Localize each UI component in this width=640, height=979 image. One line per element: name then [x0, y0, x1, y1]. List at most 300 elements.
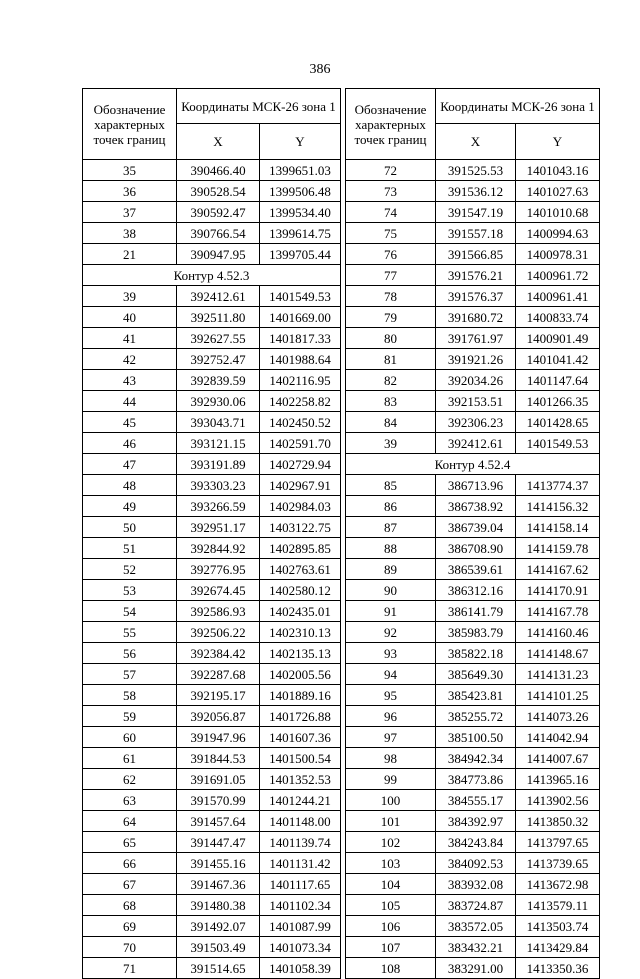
- x-coordinate-cell: 391480.38: [177, 895, 260, 916]
- x-coordinate-cell: 383432.21: [436, 937, 516, 958]
- point-number-cell: 39: [83, 286, 177, 307]
- x-coordinate-cell: 391514.65: [177, 958, 260, 979]
- y-coordinate-cell: 1401010.68: [516, 202, 600, 223]
- point-number-cell: 86: [346, 496, 436, 517]
- x-coordinate-cell: 385649.30: [436, 664, 516, 685]
- table-row: [346, 496, 600, 517]
- point-number-cell: 79: [346, 307, 436, 328]
- y-coordinate-cell: 1401266.35: [516, 391, 600, 412]
- table-body-left: [83, 160, 341, 979]
- y-coordinate-cell: 1413672.98: [516, 874, 600, 895]
- table-row: [83, 748, 341, 769]
- table-row: [346, 727, 600, 748]
- y-coordinate-cell: 1414148.67: [516, 643, 600, 664]
- y-coordinate-cell: 1414159.78: [516, 538, 600, 559]
- table-body-right: [346, 160, 600, 979]
- point-number-cell: 58: [83, 685, 177, 706]
- y-coordinate-cell: 1401139.74: [260, 832, 341, 853]
- table-row: [346, 916, 600, 937]
- table-row: [83, 958, 341, 979]
- point-number-cell: 107: [346, 937, 436, 958]
- x-column-header: X: [436, 124, 516, 160]
- x-coordinate-cell: 393191.89: [177, 454, 260, 475]
- table-row: [83, 349, 341, 370]
- x-coordinate-cell: 391467.36: [177, 874, 260, 895]
- point-designation-header: Обозначение характерных точек границ: [346, 89, 436, 160]
- table-row: [346, 391, 600, 412]
- point-number-cell: 83: [346, 391, 436, 412]
- y-coordinate-cell: 1402580.12: [260, 580, 341, 601]
- point-number-cell: 72: [346, 160, 436, 181]
- table-row: [83, 937, 341, 958]
- x-coordinate-cell: 384555.17: [436, 790, 516, 811]
- point-number-cell: 62: [83, 769, 177, 790]
- x-coordinate-cell: 385255.72: [436, 706, 516, 727]
- table-row: [346, 685, 600, 706]
- table-row: [346, 328, 600, 349]
- table-row: [346, 286, 600, 307]
- x-coordinate-cell: 392752.47: [177, 349, 260, 370]
- point-number-cell: 93: [346, 643, 436, 664]
- x-coordinate-cell: 392844.92: [177, 538, 260, 559]
- table-row: [346, 412, 600, 433]
- point-number-cell: 89: [346, 559, 436, 580]
- y-coordinate-cell: 1402895.85: [260, 538, 341, 559]
- point-number-cell: 44: [83, 391, 177, 412]
- x-coordinate-cell: 384392.97: [436, 811, 516, 832]
- point-number-cell: 95: [346, 685, 436, 706]
- point-number-cell: 43: [83, 370, 177, 391]
- point-number-cell: 51: [83, 538, 177, 559]
- y-coordinate-cell: 1401669.00: [260, 307, 341, 328]
- table-row: [83, 244, 341, 265]
- y-coordinate-cell: 1399705.44: [260, 244, 341, 265]
- y-coordinate-cell: 1401117.65: [260, 874, 341, 895]
- point-number-cell: 80: [346, 328, 436, 349]
- table-row: [83, 370, 341, 391]
- point-number-cell: 70: [83, 937, 177, 958]
- table-row: [83, 454, 341, 475]
- x-coordinate-cell: 391844.53: [177, 748, 260, 769]
- point-number-cell: 82: [346, 370, 436, 391]
- x-coordinate-cell: 393121.15: [177, 433, 260, 454]
- x-coordinate-cell: 392627.55: [177, 328, 260, 349]
- y-coordinate-cell: 1414101.25: [516, 685, 600, 706]
- table-row: [346, 958, 600, 979]
- x-coordinate-cell: 390466.40: [177, 160, 260, 181]
- x-coordinate-cell: 392384.42: [177, 643, 260, 664]
- y-coordinate-cell: 1401102.34: [260, 895, 341, 916]
- point-number-cell: 52: [83, 559, 177, 580]
- y-coordinate-cell: 1401352.53: [260, 769, 341, 790]
- coord-system-header: Координаты МСК-26 зона 1: [177, 89, 341, 124]
- y-coordinate-cell: 1401147.64: [516, 370, 600, 391]
- x-coordinate-cell: 383572.05: [436, 916, 516, 937]
- point-number-cell: 88: [346, 538, 436, 559]
- y-coordinate-cell: 1399534.40: [260, 202, 341, 223]
- point-number-cell: 47: [83, 454, 177, 475]
- y-coordinate-cell: 1413503.74: [516, 916, 600, 937]
- point-number-cell: 85: [346, 475, 436, 496]
- point-number-cell: 56: [83, 643, 177, 664]
- y-coordinate-cell: 1401726.88: [260, 706, 341, 727]
- table-row: [83, 307, 341, 328]
- point-number-cell: 102: [346, 832, 436, 853]
- y-coordinate-cell: 1401043.16: [516, 160, 600, 181]
- point-number-cell: 45: [83, 412, 177, 433]
- coord-system-header: Координаты МСК-26 зона 1: [436, 89, 600, 124]
- y-coordinate-cell: 1401500.54: [260, 748, 341, 769]
- table-row: [83, 412, 341, 433]
- point-number-cell: 103: [346, 853, 436, 874]
- table-row: [83, 916, 341, 937]
- y-coordinate-cell: 1402310.13: [260, 622, 341, 643]
- x-coordinate-cell: 391525.53: [436, 160, 516, 181]
- y-coordinate-cell: 1401244.21: [260, 790, 341, 811]
- table-row: [346, 706, 600, 727]
- point-number-cell: 84: [346, 412, 436, 433]
- table-row: [83, 769, 341, 790]
- y-coordinate-cell: 1413965.16: [516, 769, 600, 790]
- table-row: [83, 727, 341, 748]
- x-coordinate-cell: 384942.34: [436, 748, 516, 769]
- table-row: [83, 202, 341, 223]
- x-coordinate-cell: 391536.12: [436, 181, 516, 202]
- table-row: [83, 496, 341, 517]
- point-number-cell: 60: [83, 727, 177, 748]
- y-coordinate-cell: 1399614.75: [260, 223, 341, 244]
- table-row: [346, 769, 600, 790]
- x-coordinate-cell: 392412.61: [177, 286, 260, 307]
- y-coordinate-cell: 1401889.16: [260, 685, 341, 706]
- x-coordinate-cell: 384243.84: [436, 832, 516, 853]
- x-coordinate-cell: 391447.47: [177, 832, 260, 853]
- point-number-cell: 100: [346, 790, 436, 811]
- y-coordinate-cell: 1400833.74: [516, 307, 600, 328]
- contour-row: [83, 265, 341, 286]
- point-number-cell: 57: [83, 664, 177, 685]
- y-coordinate-cell: 1413774.37: [516, 475, 600, 496]
- x-coordinate-cell: 392034.26: [436, 370, 516, 391]
- table-row: [83, 433, 341, 454]
- table-row: [346, 307, 600, 328]
- y-coordinate-cell: 1400994.63: [516, 223, 600, 244]
- table-row: [346, 559, 600, 580]
- table-row: [83, 286, 341, 307]
- point-number-cell: 77: [346, 265, 436, 286]
- point-number-cell: 54: [83, 601, 177, 622]
- y-coordinate-cell: 1399651.03: [260, 160, 341, 181]
- x-coordinate-cell: 386708.90: [436, 538, 516, 559]
- point-number-cell: 71: [83, 958, 177, 979]
- y-coordinate-cell: 1402763.61: [260, 559, 341, 580]
- table-row: [83, 643, 341, 664]
- table-row: [83, 853, 341, 874]
- table-row: [346, 580, 600, 601]
- x-coordinate-cell: 392506.22: [177, 622, 260, 643]
- x-coordinate-cell: 392287.68: [177, 664, 260, 685]
- x-coordinate-cell: 384773.86: [436, 769, 516, 790]
- table-row: [346, 601, 600, 622]
- y-coordinate-cell: 1402967.91: [260, 475, 341, 496]
- x-coordinate-cell: 391576.21: [436, 265, 516, 286]
- table-row: [346, 244, 600, 265]
- y-coordinate-cell: 1414160.46: [516, 622, 600, 643]
- x-coordinate-cell: 392056.87: [177, 706, 260, 727]
- x-coordinate-cell: 392674.45: [177, 580, 260, 601]
- table-row: [83, 601, 341, 622]
- table-row: [346, 937, 600, 958]
- x-coordinate-cell: 383724.87: [436, 895, 516, 916]
- x-coordinate-cell: 391557.18: [436, 223, 516, 244]
- point-number-cell: 46: [83, 433, 177, 454]
- y-coordinate-cell: 1402135.13: [260, 643, 341, 664]
- point-number-cell: 35: [83, 160, 177, 181]
- y-coordinate-cell: 1414167.62: [516, 559, 600, 580]
- x-coordinate-cell: 391921.26: [436, 349, 516, 370]
- point-number-cell: 40: [83, 307, 177, 328]
- y-coordinate-cell: 1401027.63: [516, 181, 600, 202]
- x-coordinate-cell: 391947.96: [177, 727, 260, 748]
- y-coordinate-cell: 1401148.00: [260, 811, 341, 832]
- table-row: [346, 643, 600, 664]
- x-coordinate-cell: 385983.79: [436, 622, 516, 643]
- coordinates-table-right: [345, 88, 600, 979]
- x-coordinate-cell: 386539.61: [436, 559, 516, 580]
- y-coordinate-cell: 1401131.42: [260, 853, 341, 874]
- point-number-cell: 108: [346, 958, 436, 979]
- y-coordinate-cell: 1400901.49: [516, 328, 600, 349]
- table-row: [346, 202, 600, 223]
- y-coordinate-cell: 1402435.01: [260, 601, 341, 622]
- point-number-cell: 90: [346, 580, 436, 601]
- table-row: [83, 328, 341, 349]
- x-coordinate-cell: 391570.99: [177, 790, 260, 811]
- point-number-cell: 68: [83, 895, 177, 916]
- table-row: [346, 895, 600, 916]
- y-coordinate-cell: 1401817.33: [260, 328, 341, 349]
- x-coordinate-cell: 391566.85: [436, 244, 516, 265]
- table-row: [83, 874, 341, 895]
- table-row: [346, 475, 600, 496]
- y-coordinate-cell: 1400961.41: [516, 286, 600, 307]
- x-coordinate-cell: 392776.95: [177, 559, 260, 580]
- point-number-cell: 69: [83, 916, 177, 937]
- table-row: [83, 475, 341, 496]
- x-coordinate-cell: 385822.18: [436, 643, 516, 664]
- point-designation-header: Обозначение характерных точек границ: [83, 89, 177, 160]
- y-coordinate-cell: 1414131.23: [516, 664, 600, 685]
- point-number-cell: 105: [346, 895, 436, 916]
- point-number-cell: 67: [83, 874, 177, 895]
- table-row: [83, 622, 341, 643]
- point-number-cell: 76: [346, 244, 436, 265]
- table-row: [346, 223, 600, 244]
- y-coordinate-cell: 1401087.99: [260, 916, 341, 937]
- point-number-cell: 49: [83, 496, 177, 517]
- x-column-header: X: [177, 124, 260, 160]
- x-coordinate-cell: 386738.92: [436, 496, 516, 517]
- point-number-cell: 59: [83, 706, 177, 727]
- point-number-cell: 104: [346, 874, 436, 895]
- x-coordinate-cell: 390528.54: [177, 181, 260, 202]
- x-coordinate-cell: 392951.17: [177, 517, 260, 538]
- coordinates-table-left: [82, 88, 341, 979]
- x-coordinate-cell: 391761.97: [436, 328, 516, 349]
- point-number-cell: 74: [346, 202, 436, 223]
- x-coordinate-cell: 392306.23: [436, 412, 516, 433]
- y-coordinate-cell: 1413797.65: [516, 832, 600, 853]
- point-number-cell: 92: [346, 622, 436, 643]
- x-coordinate-cell: 390766.54: [177, 223, 260, 244]
- x-coordinate-cell: 391457.64: [177, 811, 260, 832]
- point-number-cell: 87: [346, 517, 436, 538]
- point-number-cell: 61: [83, 748, 177, 769]
- table-row: [83, 223, 341, 244]
- x-coordinate-cell: 384092.53: [436, 853, 516, 874]
- contour-row: [346, 454, 600, 475]
- point-number-cell: 53: [83, 580, 177, 601]
- y-coordinate-cell: 1401058.39: [260, 958, 341, 979]
- point-number-cell: 106: [346, 916, 436, 937]
- table-row: [83, 790, 341, 811]
- x-coordinate-cell: 391547.19: [436, 202, 516, 223]
- y-coordinate-cell: 1401607.36: [260, 727, 341, 748]
- point-number-cell: 94: [346, 664, 436, 685]
- table-row: [83, 580, 341, 601]
- table-row: [346, 160, 600, 181]
- y-coordinate-cell: 1402729.94: [260, 454, 341, 475]
- table-row: [346, 874, 600, 895]
- table-row: [346, 265, 600, 286]
- table-row: [346, 538, 600, 559]
- table-row: [83, 895, 341, 916]
- point-number-cell: 41: [83, 328, 177, 349]
- point-number-cell: 98: [346, 748, 436, 769]
- table-row: [346, 517, 600, 538]
- point-number-cell: 73: [346, 181, 436, 202]
- y-coordinate-cell: 1414158.14: [516, 517, 600, 538]
- table-row: [83, 664, 341, 685]
- point-number-cell: 65: [83, 832, 177, 853]
- table-row: [346, 349, 600, 370]
- y-coordinate-cell: 1402005.56: [260, 664, 341, 685]
- y-coordinate-cell: 1401041.42: [516, 349, 600, 370]
- y-coordinate-cell: 1401988.64: [260, 349, 341, 370]
- y-coordinate-cell: 1402591.70: [260, 433, 341, 454]
- table-row: [83, 811, 341, 832]
- y-coordinate-cell: 1413902.56: [516, 790, 600, 811]
- y-coordinate-cell: 1399506.48: [260, 181, 341, 202]
- x-coordinate-cell: 392839.59: [177, 370, 260, 391]
- point-number-cell: 75: [346, 223, 436, 244]
- y-coordinate-cell: 1401549.53: [516, 433, 600, 454]
- contour-label: Контур 4.52.3: [83, 265, 341, 286]
- point-number-cell: 101: [346, 811, 436, 832]
- x-coordinate-cell: 392153.51: [436, 391, 516, 412]
- point-number-cell: 96: [346, 706, 436, 727]
- x-coordinate-cell: 386312.16: [436, 580, 516, 601]
- table-row: [83, 160, 341, 181]
- point-number-cell: 63: [83, 790, 177, 811]
- y-coordinate-cell: 1401428.65: [516, 412, 600, 433]
- point-number-cell: 66: [83, 853, 177, 874]
- table-row: [83, 517, 341, 538]
- y-coordinate-cell: 1414167.78: [516, 601, 600, 622]
- table-row: [346, 748, 600, 769]
- x-coordinate-cell: 385100.50: [436, 727, 516, 748]
- x-coordinate-cell: 392195.17: [177, 685, 260, 706]
- table-row: [346, 664, 600, 685]
- x-coordinate-cell: 393266.59: [177, 496, 260, 517]
- x-coordinate-cell: 392511.80: [177, 307, 260, 328]
- table-row: [346, 181, 600, 202]
- x-coordinate-cell: 393043.71: [177, 412, 260, 433]
- x-coordinate-cell: 392412.61: [436, 433, 516, 454]
- x-coordinate-cell: 390592.47: [177, 202, 260, 223]
- x-coordinate-cell: 391492.07: [177, 916, 260, 937]
- x-coordinate-cell: 392586.93: [177, 601, 260, 622]
- point-number-cell: 55: [83, 622, 177, 643]
- point-number-cell: 38: [83, 223, 177, 244]
- x-coordinate-cell: 390947.95: [177, 244, 260, 265]
- table-row: [83, 538, 341, 559]
- point-number-cell: 21: [83, 244, 177, 265]
- point-number-cell: 37: [83, 202, 177, 223]
- table-row: [83, 706, 341, 727]
- y-coordinate-cell: 1413579.11: [516, 895, 600, 916]
- x-coordinate-cell: 383932.08: [436, 874, 516, 895]
- table-row: [346, 622, 600, 643]
- y-coordinate-cell: 1400978.31: [516, 244, 600, 265]
- point-number-cell: 36: [83, 181, 177, 202]
- point-number-cell: 91: [346, 601, 436, 622]
- y-coordinate-cell: 1402116.95: [260, 370, 341, 391]
- x-coordinate-cell: 392930.06: [177, 391, 260, 412]
- point-number-cell: 78: [346, 286, 436, 307]
- x-coordinate-cell: 385423.81: [436, 685, 516, 706]
- x-coordinate-cell: 386713.96: [436, 475, 516, 496]
- contour-label: Контур 4.52.4: [346, 454, 600, 475]
- x-coordinate-cell: 391455.16: [177, 853, 260, 874]
- y-coordinate-cell: 1414042.94: [516, 727, 600, 748]
- y-coordinate-cell: 1413739.65: [516, 853, 600, 874]
- table-row: [346, 790, 600, 811]
- y-column-header: Y: [516, 124, 600, 160]
- x-coordinate-cell: 391680.72: [436, 307, 516, 328]
- x-coordinate-cell: 391503.49: [177, 937, 260, 958]
- point-number-cell: 64: [83, 811, 177, 832]
- y-coordinate-cell: 1403122.75: [260, 517, 341, 538]
- y-coordinate-cell: 1413429.84: [516, 937, 600, 958]
- y-column-header: Y: [260, 124, 341, 160]
- table-row: [83, 832, 341, 853]
- table-row: [346, 811, 600, 832]
- table-row: [83, 559, 341, 580]
- y-coordinate-cell: 1402984.03: [260, 496, 341, 517]
- y-coordinate-cell: 1401073.34: [260, 937, 341, 958]
- y-coordinate-cell: 1414073.26: [516, 706, 600, 727]
- table-row: [346, 370, 600, 391]
- x-coordinate-cell: 386141.79: [436, 601, 516, 622]
- y-coordinate-cell: 1402258.82: [260, 391, 341, 412]
- point-number-cell: 39: [346, 433, 436, 454]
- y-coordinate-cell: 1414007.67: [516, 748, 600, 769]
- x-coordinate-cell: 391576.37: [436, 286, 516, 307]
- table-row: [346, 832, 600, 853]
- page-number: 386: [309, 62, 331, 77]
- y-coordinate-cell: 1414170.91: [516, 580, 600, 601]
